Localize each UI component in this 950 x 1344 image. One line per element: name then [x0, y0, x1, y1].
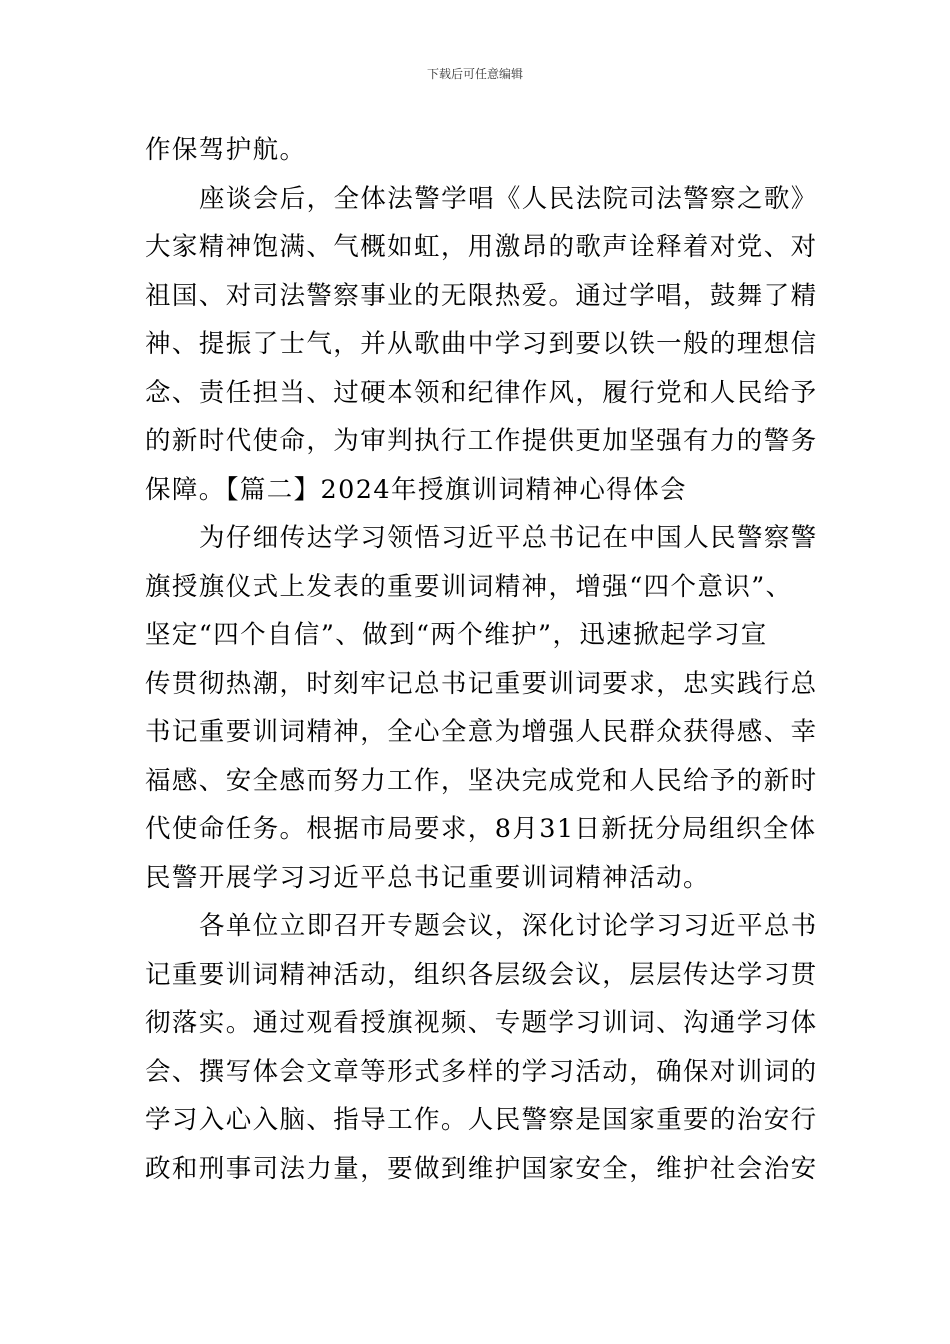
- text-line: 记重要训词精神活动，组织各层级会议，层层传达学习贯: [145, 959, 818, 990]
- text-line: 书记重要训词精神，全心全意为增强人民群众获得感、幸: [145, 717, 818, 747]
- text-line: 坚定“四个自信”、做到“两个维护”，迅速掀起学习宣: [145, 620, 768, 650]
- section-heading-line: 保障。【篇二】2024年授旗训词精神心得体会: [145, 474, 687, 505]
- text-line: 学习入心入脑、指导工作。人民警察是国家重要的治安行: [145, 1105, 818, 1135]
- text-line: 政和刑事司法力量，要做到维护国家安全，维护社会治安: [145, 1153, 818, 1184]
- text-line: 神、提振了士气，并从歌曲中学习到要以铁一般的理想信: [145, 329, 818, 359]
- text-line: 祖国、对司法警察事业的无限热爱。通过学唱，鼓舞了精: [145, 280, 818, 311]
- text-line: 民警开展学习习近平总书记重要训词精神活动。: [145, 862, 710, 893]
- document-body: [145, 126, 818, 1193]
- text-line: 作保驾护航。: [145, 135, 307, 165]
- page-header-note: 下载后可任意编辑: [426, 67, 523, 81]
- text-line: 会、撰写体会文章等形式多样的学习活动，确保对训词的: [145, 1056, 818, 1087]
- paragraph-first-line: 座谈会后，全体法警学唱《人民法院司法警察之歌》: [199, 183, 818, 214]
- text-line: 传贯彻热潮，时刻牢记总书记重要训词要求，忠实践行总: [145, 668, 818, 699]
- text-line: 代使命任务。根据市局要求，8月31日新抚分局组织全体: [145, 814, 817, 844]
- text-line: 的新时代使命，为审判执行工作提供更加坚强有力的警务: [145, 426, 818, 456]
- text-line: 旗授旗仪式上发表的重要训词精神，增强“四个意识”、: [145, 571, 793, 602]
- paragraph-first-line: 各单位立即召开专题会议，深化讨论学习习近平总书: [199, 911, 818, 941]
- text-line: 念、责任担当、过硬本领和纪律作风，履行党和人民给予: [145, 377, 818, 408]
- paragraph-first-line: 为仔细传达学习领悟习近平总书记在中国人民警察警: [199, 523, 818, 553]
- text-line: 福感、安全感而努力工作，坚决完成党和人民给予的新时: [145, 765, 818, 796]
- text-line: 大家精神饱满、气概如虹，用激昂的歌声诠释着对党、对: [145, 232, 818, 262]
- text-line: 彻落实。通过观看授旗视频、专题学习训词、沟通学习体: [145, 1008, 818, 1038]
